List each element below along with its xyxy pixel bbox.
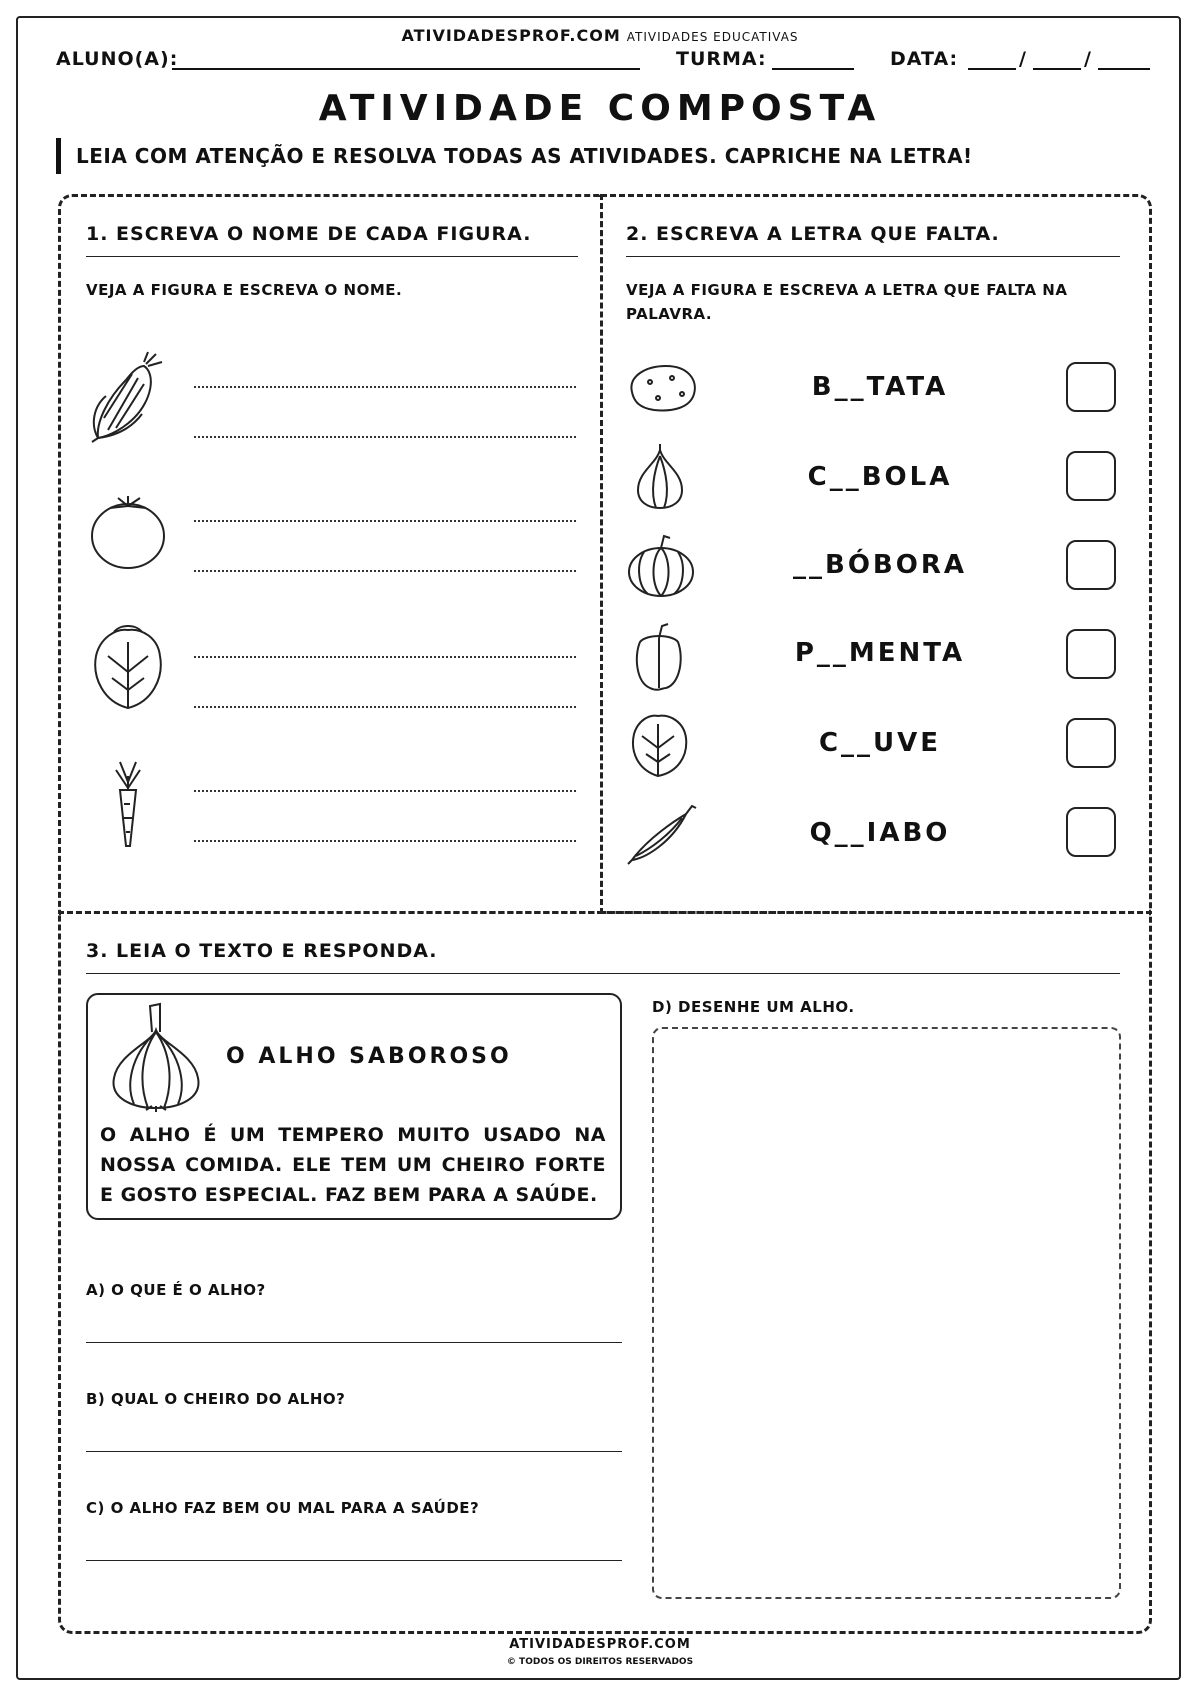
letter-box-abobora[interactable]	[1066, 540, 1116, 590]
data-separator: /	[1084, 48, 1092, 70]
lettuce-answer-line-2[interactable]	[194, 706, 576, 708]
data-month-field[interactable]	[1033, 68, 1081, 70]
tomato-icon	[88, 494, 168, 570]
letter-box-couve[interactable]	[1066, 718, 1116, 768]
question-b: B) QUAL O CHEIRO DO ALHO?	[86, 1390, 346, 1408]
tomato-answer-line-1[interactable]	[194, 520, 576, 522]
story-text: O ALHO É UM TEMPERO MUITO USADO NA NOSSA COMIDA. ELE TEM UM CHEIRO FORTE E GOSTO ESPECIAL. FAZ BEM PARA A SAÚDE.	[100, 1124, 606, 1206]
section3-rule	[86, 973, 1120, 974]
word-pimenta: P__MENTA	[794, 638, 966, 668]
potato-icon	[626, 362, 698, 414]
question-a: A) O QUE É O ALHO?	[86, 1281, 266, 1299]
word-batata: B__TATA	[811, 372, 949, 402]
aluno-field[interactable]	[172, 68, 640, 70]
onion-icon	[634, 442, 686, 512]
carrot-answer-line-2[interactable]	[194, 840, 576, 842]
word-abobora: __BÓBORA	[793, 550, 967, 580]
letter-box-pimenta[interactable]	[1066, 629, 1116, 679]
word-couve: C__UVE	[818, 728, 942, 758]
section1-title: 1. ESCREVA O NOME DE CADA FIGURA.	[86, 223, 532, 245]
corn-answer-line-1[interactable]	[194, 386, 576, 388]
letter-box-quiabo[interactable]	[1066, 807, 1116, 857]
answer-a-line[interactable]	[86, 1342, 622, 1343]
word-quiabo: Q__IABO	[809, 818, 951, 848]
section3-title: 3. LEIA O TEXTO E RESPONDA.	[86, 940, 438, 962]
drawing-area[interactable]	[652, 1027, 1121, 1599]
site-header	[0, 26, 1200, 45]
section1-instruction: VEJA A FIGURA E ESCREVA O NOME.	[86, 281, 403, 299]
turma-label: TURMA:	[676, 48, 767, 70]
question-d: D) DESENHE UM ALHO.	[652, 998, 855, 1016]
data-label: DATA:	[890, 48, 959, 70]
answer-b-line[interactable]	[86, 1451, 622, 1452]
answer-c-line[interactable]	[86, 1560, 622, 1561]
garlic-icon	[108, 1002, 204, 1112]
page-title: ATIVIDADE COMPOSTA	[318, 88, 882, 129]
lettuce-icon	[90, 622, 166, 712]
data-separator: /	[1019, 48, 1027, 70]
letter-box-cebola[interactable]	[1066, 451, 1116, 501]
carrot-icon	[108, 760, 148, 850]
question-c: C) O ALHO FAZ BEM OU MAL PARA A SAÚDE?	[86, 1499, 480, 1517]
footer-rights: © TODOS OS DIREITOS RESERVADOS	[506, 1657, 694, 1667]
word-cebola: C__BOLA	[807, 462, 953, 492]
letter-box-batata[interactable]	[1066, 362, 1116, 412]
site-subtitle: ATIVIDADES EDUCATIVAS	[626, 30, 799, 44]
page-instruction: LEIA COM ATENÇÃO E RESOLVA TODAS AS ATIVIDADES. CAPRICHE NA LETRA!	[76, 144, 973, 168]
tomato-answer-line-2[interactable]	[194, 570, 576, 572]
section2-instruction: VEJA A FIGURA E ESCREVA A LETRA QUE FALTA NA PALAVRA.	[626, 281, 1068, 323]
pepper-icon	[632, 622, 686, 692]
okra-icon	[626, 802, 696, 866]
kale-icon	[628, 710, 690, 778]
pumpkin-icon	[626, 534, 696, 598]
carrot-answer-line-1[interactable]	[194, 790, 576, 792]
aluno-label: ALUNO(A):	[56, 48, 179, 70]
instruction-bar	[56, 138, 61, 174]
footer-site: ATIVIDADESPROF.COM	[509, 1637, 691, 1652]
section2-rule	[626, 256, 1120, 257]
data-day-field[interactable]	[968, 68, 1016, 70]
data-year-field[interactable]	[1098, 68, 1150, 70]
turma-field[interactable]	[772, 68, 854, 70]
corn-answer-line-2[interactable]	[194, 436, 576, 438]
lettuce-answer-line-1[interactable]	[194, 656, 576, 658]
section2-title: 2. ESCREVA A LETRA QUE FALTA.	[626, 223, 1000, 245]
corn-icon	[86, 352, 166, 442]
site-name: ATIVIDADESPROF.COM	[401, 26, 621, 45]
section1-rule	[86, 256, 578, 257]
story-title: O ALHO SABOROSO	[226, 1044, 512, 1069]
